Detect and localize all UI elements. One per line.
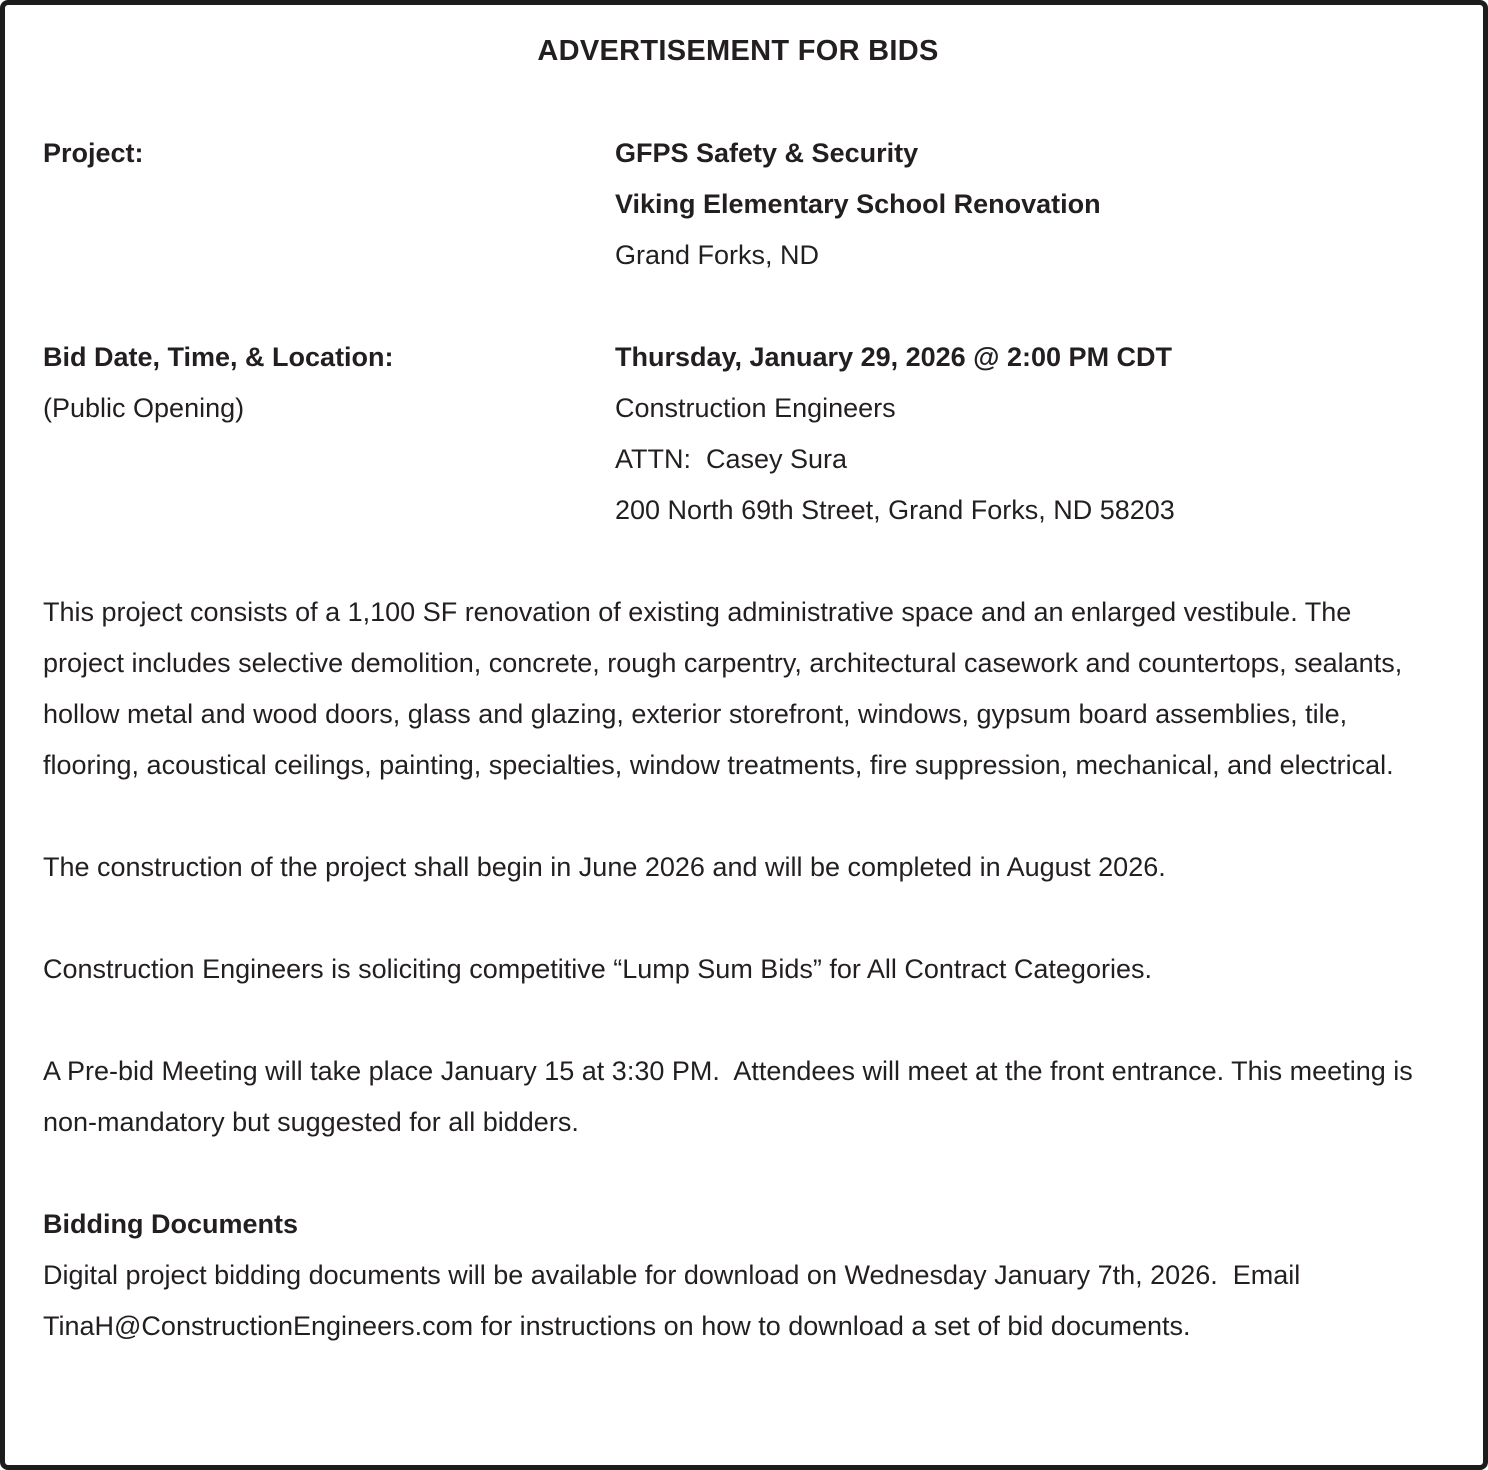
bidding-documents-heading: Bidding Documents: [43, 1209, 298, 1239]
bid-address-line: 200 North 69th Street, Grand Forks, ND 58203: [615, 495, 1175, 525]
project-row: [43, 128, 1433, 281]
project-location-line: Grand Forks, ND: [615, 240, 820, 270]
project-subname-line: Viking Elementary School Renovation: [615, 189, 1101, 219]
paragraph-bid-solicitation: Construction Engineers is soliciting competitive “Lump Sum Bids” for All Contract Categories.: [43, 954, 1152, 984]
bid-label-column: [43, 332, 615, 536]
paragraph-construction-schedule: The construction of the project shall begin in June 2026 and will be completed in August 2026.: [43, 852, 1166, 882]
document-title: ADVERTISEMENT FOR BIDS: [537, 35, 939, 67]
bid-datetime-line: Thursday, January 29, 2026 @ 2:00 PM CDT: [615, 342, 1173, 372]
project-name-line: GFPS Safety & Security: [615, 138, 919, 168]
bid-value-column: [615, 332, 1433, 536]
project-label: Project:: [43, 138, 144, 168]
bid-row: [43, 332, 1433, 536]
bidding-documents-body: Digital project bidding documents will be available for download on Wednesday January 7th, 2026. Email TinaH@ConstructionEngineers.com for instructions on how to download a set of bid documents.: [43, 1260, 1308, 1341]
paragraph-project-scope: This project consists of a 1,100 SF renovation of existing administrative space and an enlarged vestibule. The project includes selective demolition, concrete, rough carpentry, architectural casework and countertops, sealants, hollow metal and wood doors, glass and glazing, exterior storefront, windows, gypsum board assemblies, tile, flooring, acoustical ceilings, painting, specialties, window treatments, fire suppression, mechanical, and electrical.: [43, 597, 1410, 780]
bid-attn-line: ATTN: Casey Sura: [615, 444, 848, 474]
bid-company-line: Construction Engineers: [615, 393, 896, 423]
paragraph-prebid-meeting: A Pre-bid Meeting will take place January 15 at 3:30 PM. Attendees will meet at the front entrance. This meeting is non-mandatory but suggested for all bidders.: [43, 1056, 1421, 1137]
bid-label: Bid Date, Time, & Location:: [43, 342, 394, 372]
bid-sublabel: (Public Opening): [43, 393, 245, 423]
project-value-column: [615, 128, 1433, 281]
project-label-column: [43, 128, 615, 281]
